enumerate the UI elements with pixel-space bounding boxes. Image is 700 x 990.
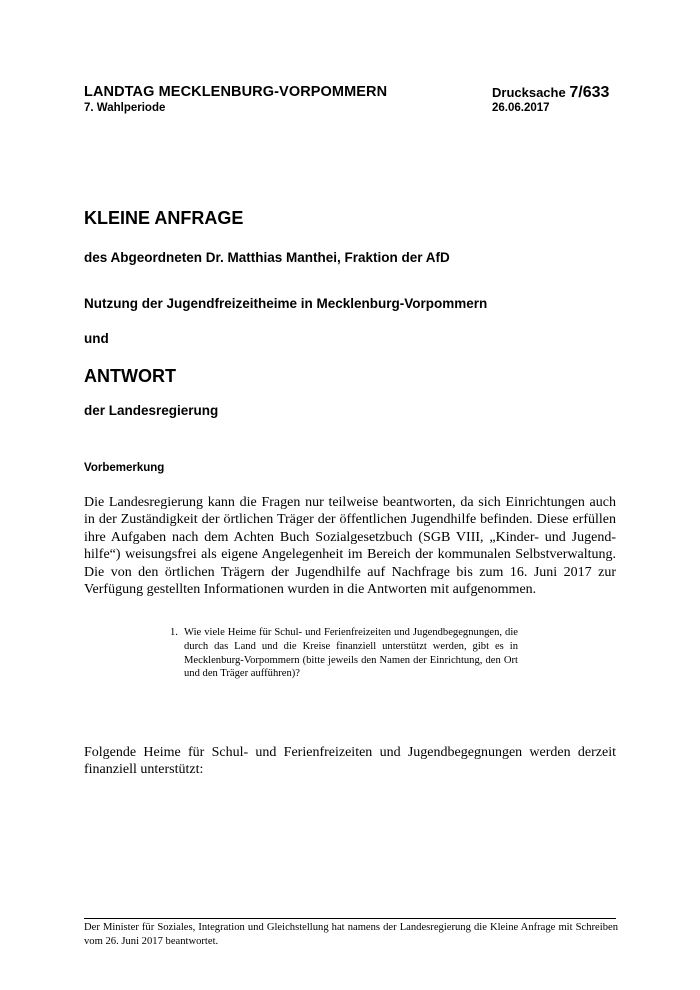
question-number: 1. [170, 627, 178, 638]
und-connector: und [84, 331, 109, 346]
footnote-divider [84, 918, 616, 919]
question-1 [170, 626, 518, 681]
drucksache-label: Drucksache [492, 85, 566, 100]
legislative-period: 7. Wahlperiode [84, 102, 166, 114]
vorbemerkung-text: Die Landesregierung kann die Fragen nur teilweise beantworten, da sich Einrichtungen auch in der Zuständigkeit der örtlichen Träger der öffentlichen Jugendhilfe befinden. Diese erfüllen ihre Aufgaben nach dem Achten Buch Sozialgesetzbuch (SGB VIII, „Kinder- und Jugend-hilfe“) weisungsfrei als eigene Angelegenheit im Bereich der kommunalen Selbstverwaltung. Die von den örtlichen Trägern der Jugendhilfe auf Nachfrage bis zum 16. Juni 2017 zur Verfügung gestellten Informationen wurden in die Antworten mit aufgenommen. [84, 495, 616, 598]
drucksache-number: 7/633 [569, 84, 610, 101]
author-line: des Abgeordneten Dr. Matthias Manthei, Fraktion der AfD [84, 250, 450, 265]
antwort-title: ANTWORT [84, 366, 176, 386]
document-date: 26.06.2017 [492, 102, 550, 114]
subject-title: Nutzung der Jugendfreizeitheime in Mecklenburg-Vorpommern [84, 296, 488, 311]
footnote-text: Der Minister für Soziales, Integration und Gleichstellung hat namens der Landesregierung die Kleine Anfrage mit Schreiben vom 26. Juni 2017 beantwortet. [84, 922, 618, 947]
kleine-anfrage-title: KLEINE ANFRAGE [84, 208, 244, 228]
landesregierung-line: der Landesregierung [84, 403, 219, 418]
vorbemerkung-heading: Vorbemerkung [84, 462, 165, 474]
question-text: Wie viele Heime für Schul- und Ferienfreizeiten und Jugendbegegnungen, die durch das Land und die Kreise finanziell unterstützt werden, gibt es in Mecklenburg-Vorpommern (bitte jeweils den Namen der Einrichtung, den Ort und den Träger aufführen)? [184, 627, 518, 680]
answer-1-text: Folgende Heime für Schul- und Ferienfreizeiten und Jugendbegegnungen werden derzeit finanziell unterstützt: [84, 745, 616, 778]
parliament-name: LANDTAG MECKLENBURG-VORPOMMERN [84, 84, 388, 100]
drucksache-id [492, 84, 609, 102]
